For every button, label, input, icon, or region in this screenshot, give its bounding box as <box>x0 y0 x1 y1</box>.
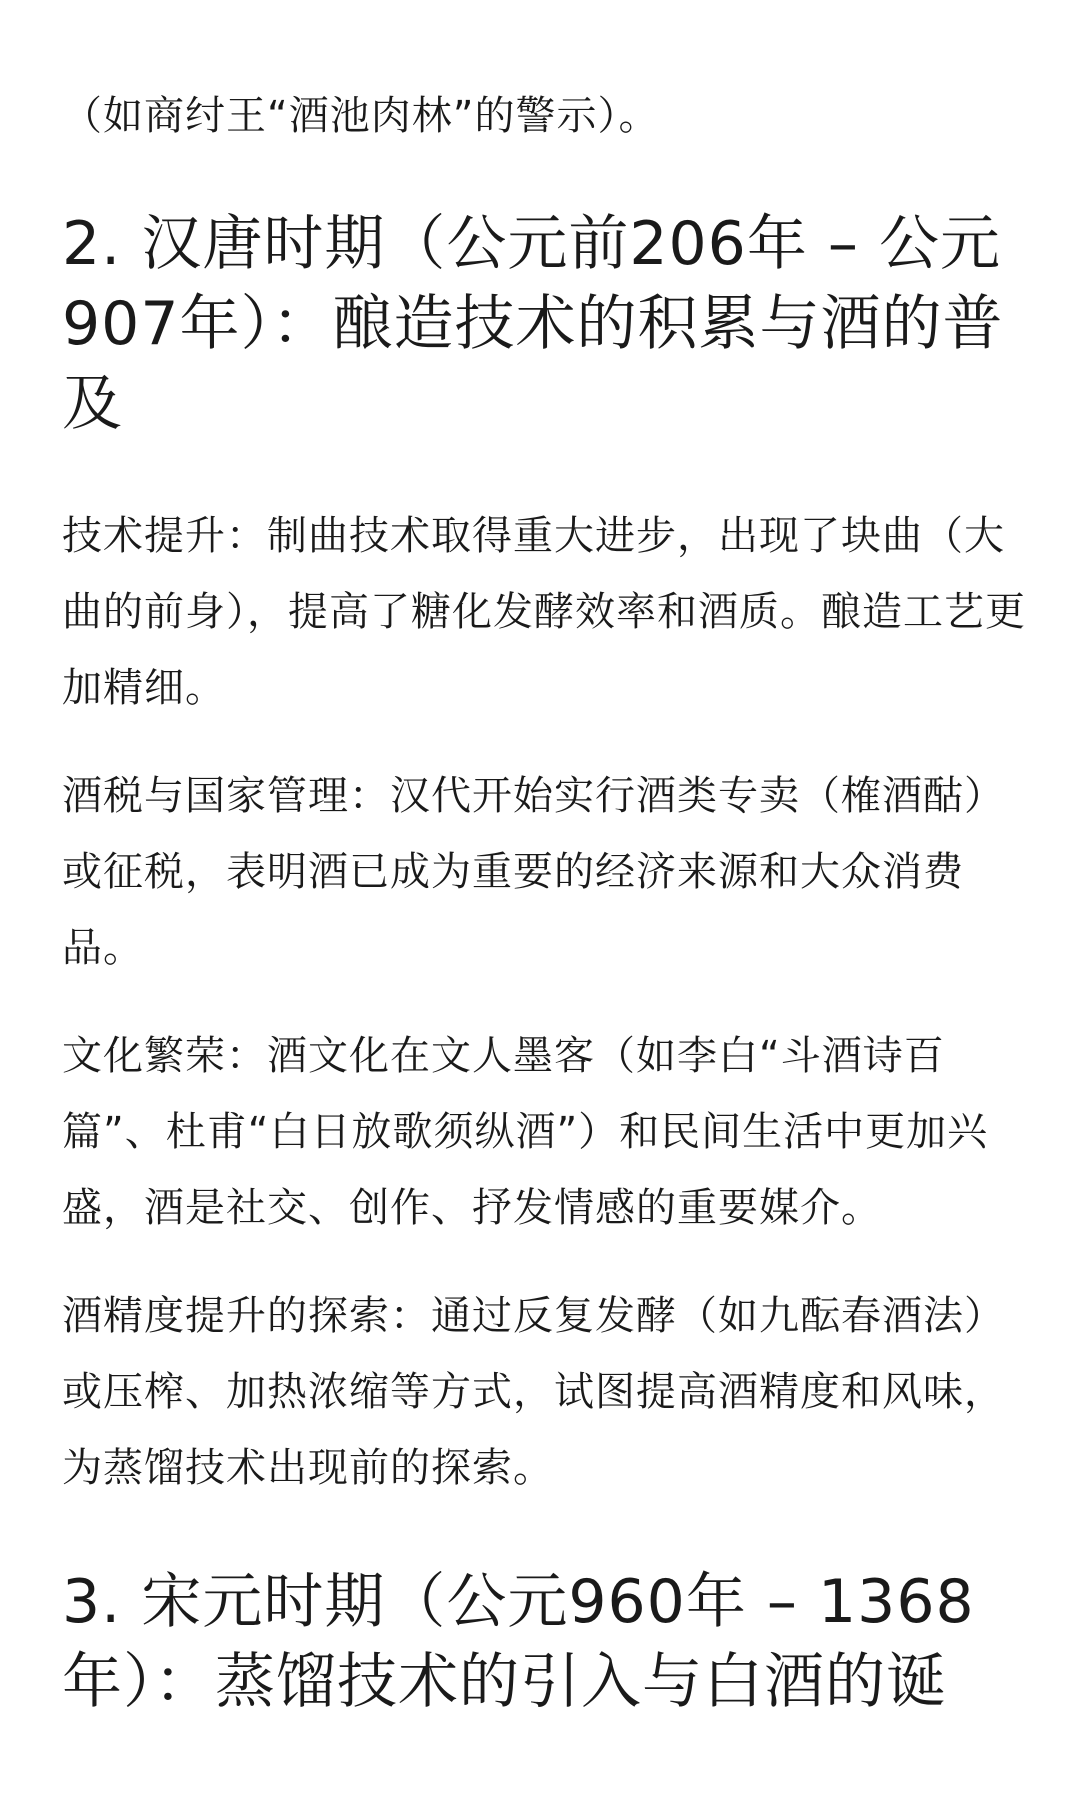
section-3-heading: 3. 宋元时期（公元960年 – 1368年）：蒸馏技术的引入与白酒的诞 <box>62 1567 975 1717</box>
intro-paragraph: （如商纣王“酒池肉林”的警示）。 <box>62 93 660 139</box>
paragraph-culture: 文化繁荣：酒文化在文人墨客（如李白“斗酒诗百篇”、杜甫“白日放歌须纵酒”）和民间生活中更加兴盛，酒是社交、创作、抒发情感的重要媒介。 <box>62 1033 989 1231</box>
paragraph-technique: 技术提升：制曲技术取得重大进步，出现了块曲（大曲的前身），提高了糖化发酵效率和酒质。酿造工艺更加精细。 <box>62 513 1026 711</box>
section-2-heading: 2. 汉唐时期（公元前206年 – 公元907年）：酿造技术的积累与酒的普及 <box>62 209 1004 439</box>
paragraph-alcohol: 酒精度提升的探索：通过反复发酵（如九酝春酒法）或压榨、加热浓缩等方式，试图提高酒精度和风味，为蒸馏技术出现前的探索。 <box>62 1293 1005 1491</box>
paragraph-tax: 酒税与国家管理：汉代开始实行酒类专卖（榷酒酤）或征税，表明酒已成为重要的经济来源和大众消费品。 <box>62 773 1005 971</box>
